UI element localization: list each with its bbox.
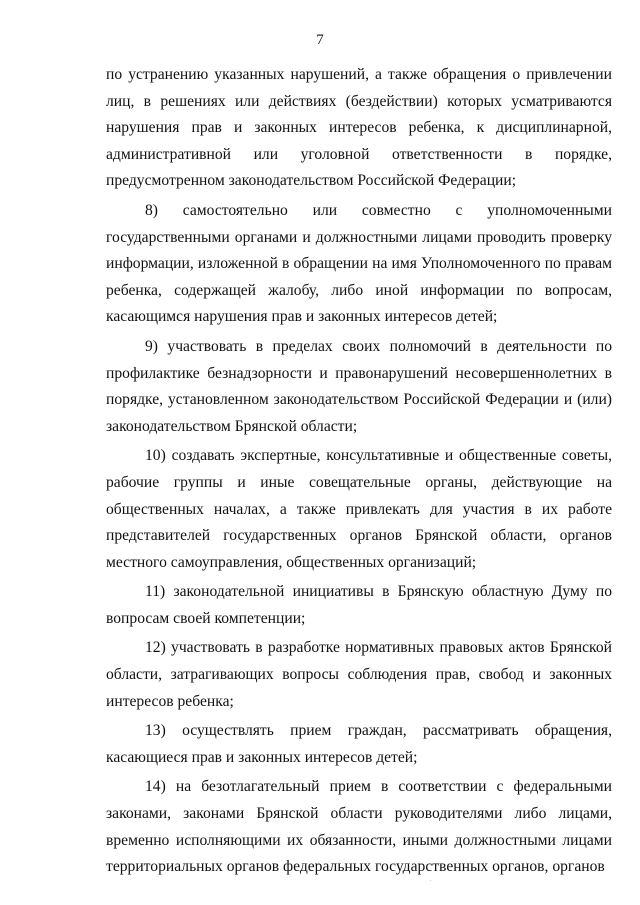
- paragraph-item-13: 13) осуществлять прием граждан, рассматривать обращения, касающиеся прав и законных интересов детей;: [106, 722, 612, 766]
- paragraph-item-9: 9) участвовать в пределах своих полномочий в деятельности по профилактике безнадзорности и правонарушений несовершеннолетних в порядке, установленном законодательством Российской Федерации и (или) законодательством Брянской области;: [106, 337, 612, 435]
- paragraph-continuation: по устранению указанных нарушений, а также обращения о привлечении лиц, в решениях или действиях (бездействии) которых усматриваются нарушения прав и законных интересов ребенка, к дисциплинарной, административной или уголовной ответственности в порядке, предусмотренном законодательством Российской Федерации;: [106, 66, 612, 190]
- paragraph-item-11: 11) законодательной инициативы в Брянскую областную Думу по вопросам своей компетенции;: [106, 583, 612, 627]
- document-body: [106, 62, 612, 884]
- paragraph-item-10: 10) создавать экспертные, консультативные и общественные советы, рабочие группы и иные совещательные органы, действующие на общественных началах, а также привлекать для участия в их работе представителей государственных органов Брянской области, органов местного самоуправления, общественных организаций;: [106, 447, 612, 571]
- paragraph-item-12: 12) участвовать в разработке нормативных правовых актов Брянской области, затрагивающих вопросы соблюдения прав, свобод и законных интересов ребенка;: [106, 639, 612, 710]
- scan-speck: [430, 880, 431, 881]
- paragraph-item-14: 14) на безотлагательный прием в соответствии с федеральными законами, законами Брянской области руководителями либо лицами, временно исполняющими их обязанности, иными должностными лицами территориальных органов федеральных государственных органов, органов: [106, 778, 612, 876]
- paragraph-item-8: 8) самостоятельно или совместно с уполномоченными государственными органами и должностными лицами проводить проверку информации, изложенной в обращении на имя Уполномоченного по правам ребенка, содержащей жалобу, либо иной информации по вопросам, касающимся нарушения прав и законных интересов детей;: [106, 201, 612, 326]
- page-number: 7: [316, 32, 324, 48]
